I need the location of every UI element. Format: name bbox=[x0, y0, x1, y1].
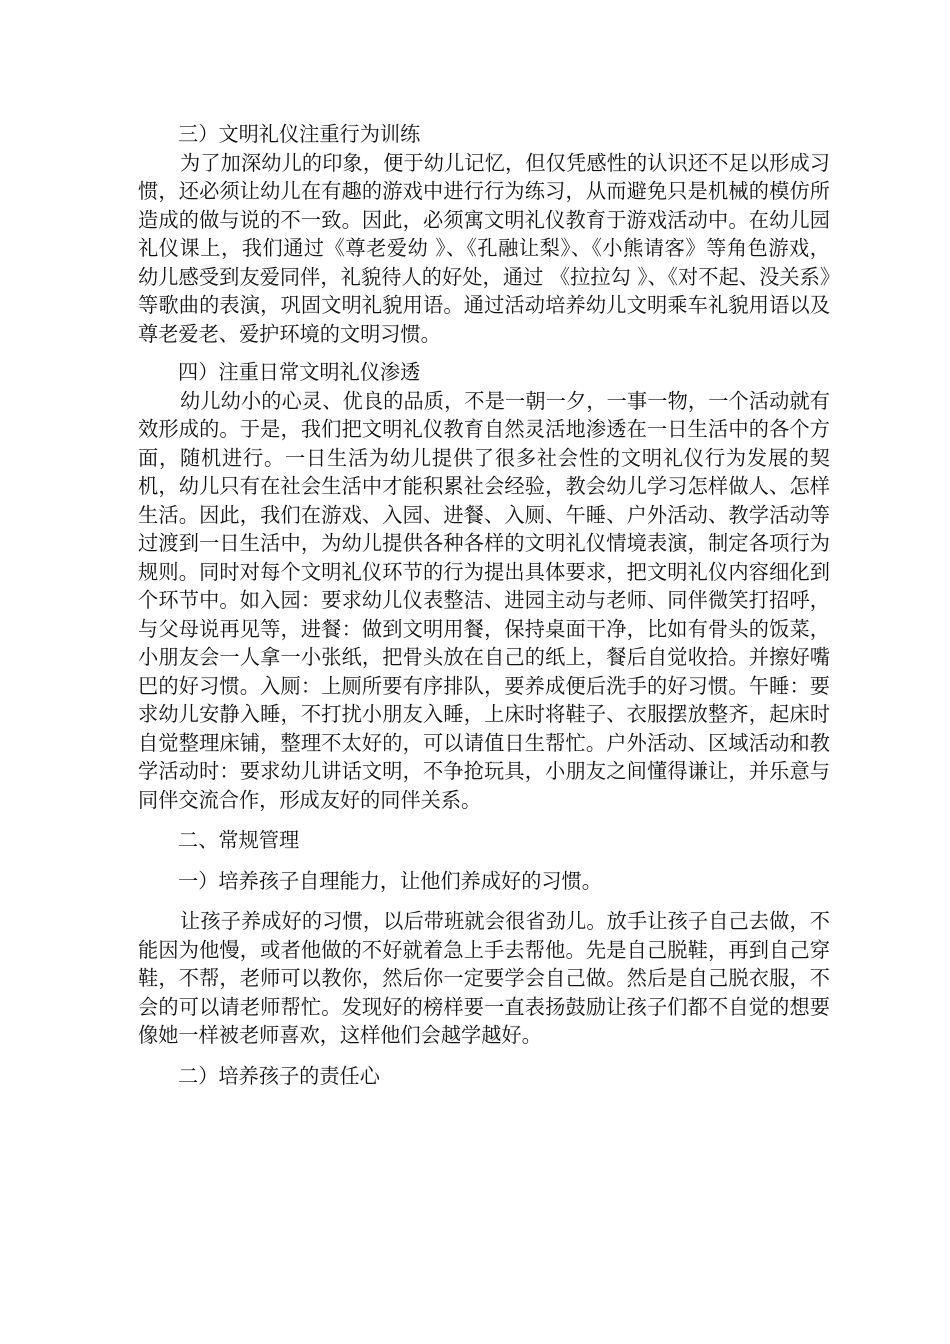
document-page bbox=[138, 120, 830, 1090]
paragraph-etiquette-training: 为了加深幼儿的印象，便于幼儿记忆，但仅凭感性的认识还不足以形成习惯，还必须让幼儿在有趣的游戏中进行行为练习，从而避免只是机械的模仿所造成的做与说的不一致。因此，必须寓文明礼仪教育于游戏活动中。在幼儿园礼仪课上，我们通过《尊老爱幼 》、《孔融让梨》、《小熊请客》等角色游戏，幼儿感受到友爱同伴，礼貌待人的好处，通过 《拉拉勾 》、《对不起、没关系》等歌曲的表演，巩固文明礼貌用语。通过活动培养幼儿文明乘车礼貌用语以及尊老爱老、爱护环境的文明习惯。 bbox=[138, 150, 830, 346]
section-heading-daily-etiquette: 四）注重日常文明礼仪渗透 bbox=[178, 360, 421, 384]
paragraph-daily-etiquette: 幼儿幼小的心灵、优良的品质，不是一朝一夕，一事一物，一个活动就有效形成的。于是，我们把文明礼仪教育自然灵活地渗透在一日生活中的各个方面，随机进行。一日生活为幼儿提供了很多社会性的文明礼仪行为发展的契机，幼儿只有在社会生活中才能积累社会经验，教会幼儿学习怎样做人、怎样生活。因此，我们在游戏、入园、进餐、入厕、午睡、户外活动、教学活动等过渡到一日生活中，为幼儿提供各种各样的文明礼仪情境表演，制定各项行为规则。同时对每个文明礼仪环节的行为提出具体要求，把文明礼仪内容细化到个环节中。如入园：要求幼儿仪表整洁、进园主动与老师、同伴微笑打招呼，与父母说再见等，进餐：做到文明用餐，保持桌面干净，比如有骨头的饭菜，小朋友会一人拿一小张纸，把骨头放在自己的纸上，餐后自觉收拾。并擦好嘴巴的好习惯。入厕：上厕所要有序排队，要养成便后洗手的好习惯。午睡：要求幼儿安静入睡，不打扰小朋友入睡，上床时将鞋子、衣服摆放整齐，起床时自觉整理床铺，整理不太好的，可以请值日生帮忙。户外活动、区域活动和教学活动时：要求幼儿讲话文明，不争抢玩具，小朋友之间懂得谦让，并乐意与同伴交流合作，形成友好的同伴关系。 bbox=[138, 388, 830, 812]
section-heading-etiquette-training: 三）文明礼仪注重行为训练 bbox=[178, 122, 421, 146]
spacer bbox=[138, 855, 830, 867]
spacer bbox=[138, 895, 830, 907]
part-heading-routine-management: 二、常规管理 bbox=[178, 828, 300, 852]
spacer bbox=[138, 1050, 830, 1062]
paragraph-self-care: 让孩子养成好的习惯，以后带班就会很省劲儿。放手让孩子自己去做，不能因为他慢，或者他做的不好就着急上手去帮他。先是自己脱鞋，再到自己穿鞋，不帮，老师可以教你，然后你一定要学会自己做。然后是自己脱衣服，不会的可以请老师帮忙。发现好的榜样要一直表扬鼓励让孩子们都不自觉的想要像她一样被老师喜欢，这样他们会越学越好。 bbox=[138, 909, 830, 1047]
subheading-responsibility: 二）培养孩子的责任心 bbox=[178, 1063, 380, 1088]
spacer bbox=[138, 814, 830, 826]
spacer bbox=[138, 348, 830, 358]
subheading-self-care: 一）培养孩子自理能力，让他们养成好的习惯。 bbox=[178, 868, 602, 893]
